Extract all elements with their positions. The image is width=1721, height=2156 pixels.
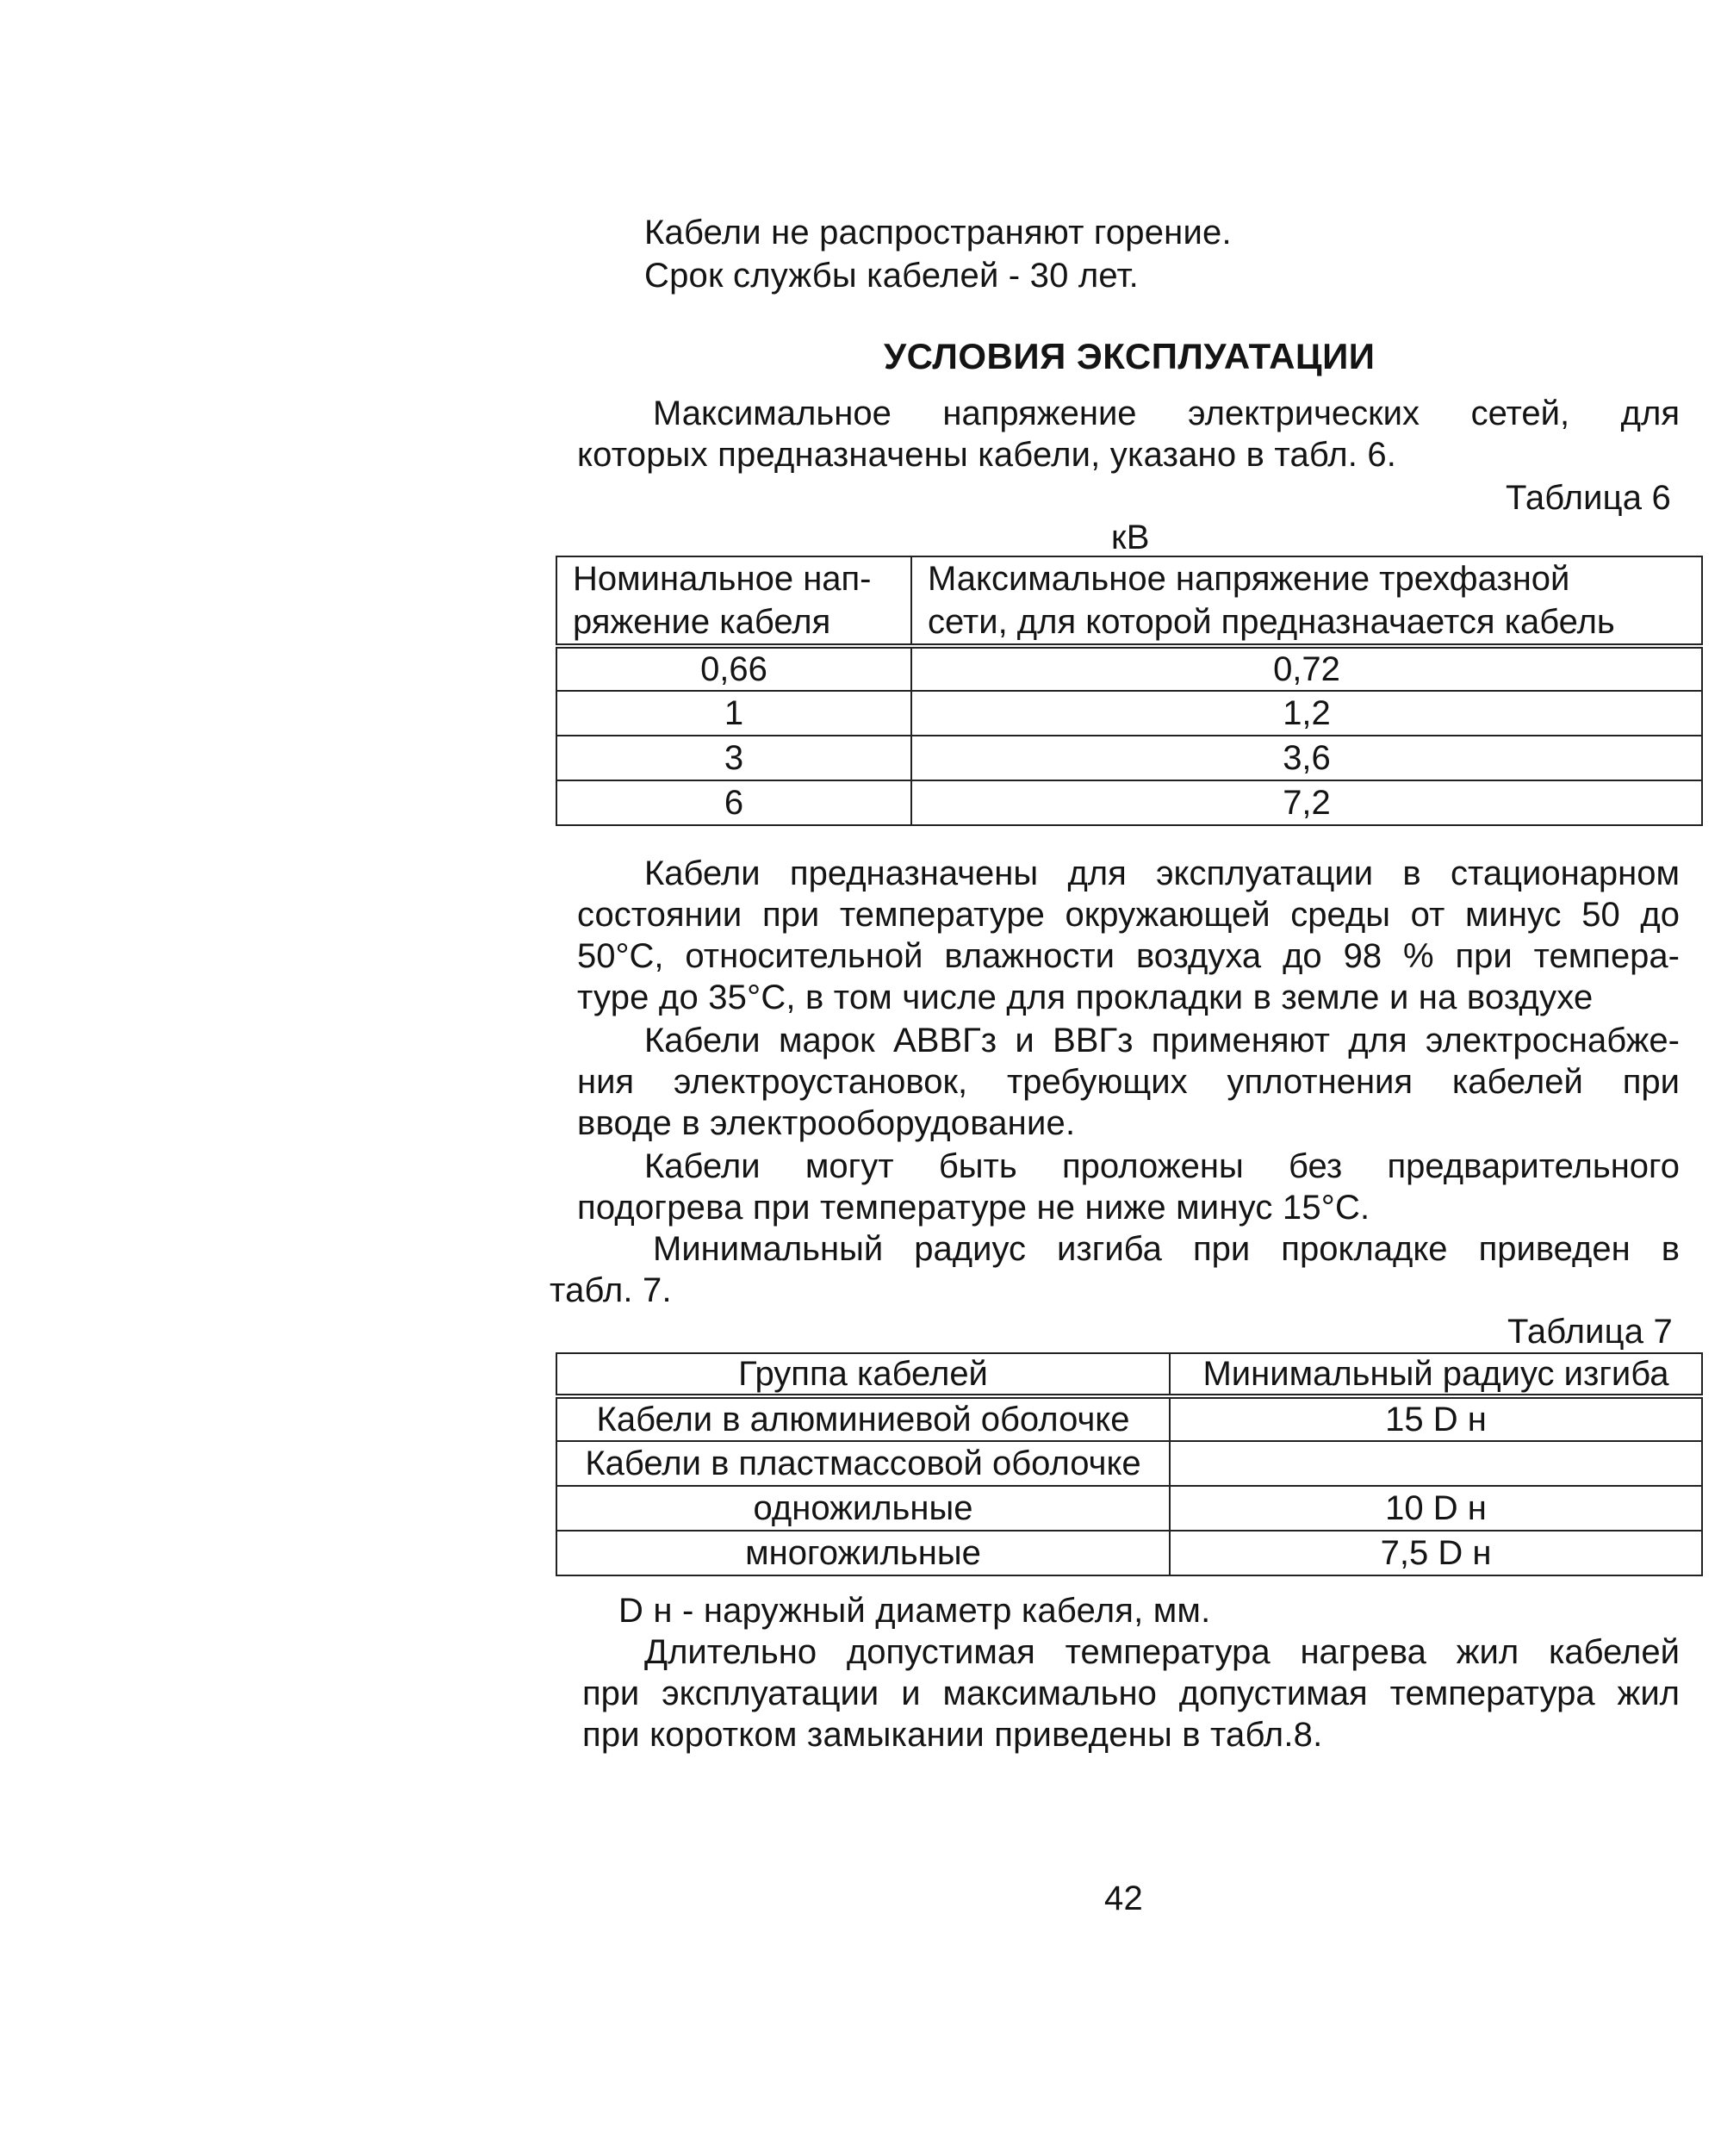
para-laying-line-1: Кабели могут быть проложены без предварительного xyxy=(644,1147,1680,1185)
para-temperature-line-2: при эксплуатации и максимально допустимая температура жил xyxy=(582,1674,1680,1712)
table7-cell-group: Кабели в пластмассовой оболочке xyxy=(556,1441,1170,1486)
table-row xyxy=(556,1531,1702,1575)
table-7 xyxy=(556,1352,1703,1576)
table6-header-nominal-line-2: ряжение кабеля xyxy=(573,603,831,641)
para-brands-line-1: Кабели марок АВВГз и ВВГз применяют для электроснабже- xyxy=(644,1022,1680,1059)
para-conditions-line-2: состоянии при температуре окружающей среды от минус 50 до xyxy=(577,896,1680,934)
table6-header-max-line-1: Максимальное напряжение трехфазной xyxy=(928,560,1570,598)
table6-cell-max: 7,2 xyxy=(911,780,1702,825)
table6-header-max xyxy=(911,556,1702,646)
para-conditions-line-4: туре до 35°С, в том числе для прокладки в земле и на воздухе xyxy=(577,979,1594,1016)
table-row xyxy=(556,646,1702,691)
table7-header-radius: Минимальный радиус изгиба xyxy=(1170,1353,1702,1396)
table7-header-group: Группа кабелей xyxy=(556,1353,1170,1396)
intro-line-1: Кабели не распространяют горение. xyxy=(644,214,1232,252)
table-6 xyxy=(556,556,1703,826)
section-title: УСЛОВИЯ ЭКСПЛУАТАЦИИ xyxy=(884,336,1376,376)
para-radius-line-1: Минимальный радиус изгиба при прокладке приведен в xyxy=(653,1230,1680,1268)
table6-cell-max: 0,72 xyxy=(911,646,1702,691)
intro-line-2: Срок службы кабелей - 30 лет. xyxy=(644,257,1139,295)
table-row xyxy=(556,1396,1702,1441)
para-radius-line-2: табл. 7. xyxy=(550,1271,672,1309)
table-row xyxy=(556,736,1702,780)
para-conditions-line-3: 50°С, относительной влажности воздуха до 98 % при темпера- xyxy=(577,937,1680,975)
table-row xyxy=(556,1441,1702,1486)
table7-cell-group: многожильные xyxy=(556,1531,1170,1575)
table-row xyxy=(556,691,1702,736)
table6-cell-nominal: 1 xyxy=(556,691,911,736)
table6-header-nominal xyxy=(556,556,911,646)
table-row xyxy=(556,780,1702,825)
page-number: 42 xyxy=(1104,1880,1143,1917)
table-row xyxy=(556,1486,1702,1531)
para-temperature-line-1: Длительно допустимая температура нагрева жил кабелей xyxy=(644,1633,1680,1671)
para-voltage-line-1: Максимальное напряжение электрических сетей, для xyxy=(653,395,1680,432)
para-voltage-line-2: которых предназначены кабели, указано в табл. 6. xyxy=(577,436,1397,474)
table6-header-nominal-line-1: Номинальное нап- xyxy=(573,560,872,598)
table7-caption: Таблица 7 xyxy=(1507,1313,1673,1351)
table6-cell-nominal: 3 xyxy=(556,736,911,780)
para-brands-line-3: вводе в электрооборудование. xyxy=(577,1104,1076,1142)
para-brands-line-2: ния электроустановок, требующих уплотнения кабелей при xyxy=(577,1063,1680,1101)
para-conditions-line-1: Кабели предназначены для эксплуатации в стационарном xyxy=(644,854,1680,892)
table7-cell-group: Кабели в алюминиевой оболочке xyxy=(556,1396,1170,1441)
table6-unit: кВ xyxy=(1111,519,1150,556)
table7-cell-group: одножильные xyxy=(556,1486,1170,1531)
table6-cell-nominal: 6 xyxy=(556,780,911,825)
table7-cell-radius: 10 D н xyxy=(1170,1486,1702,1531)
table6-caption: Таблица 6 xyxy=(1506,479,1671,517)
table7-cell-radius: 15 D н xyxy=(1170,1396,1702,1441)
table7-cell-radius: 7,5 D н xyxy=(1170,1531,1702,1575)
table6-cell-max: 1,2 xyxy=(911,691,1702,736)
table6-header-max-line-2: сети, для которой предназначается кабель xyxy=(928,603,1615,641)
para-laying-line-2: подогрева при температуре не ниже минус 15°С. xyxy=(577,1189,1370,1227)
footnote: D н - наружный диаметр кабеля, мм. xyxy=(618,1592,1211,1630)
table6-cell-max: 3,6 xyxy=(911,736,1702,780)
para-temperature-line-3: при коротком замыкании приведены в табл.8. xyxy=(582,1716,1323,1754)
table6-cell-nominal: 0,66 xyxy=(556,646,911,691)
table7-cell-radius xyxy=(1170,1441,1702,1486)
